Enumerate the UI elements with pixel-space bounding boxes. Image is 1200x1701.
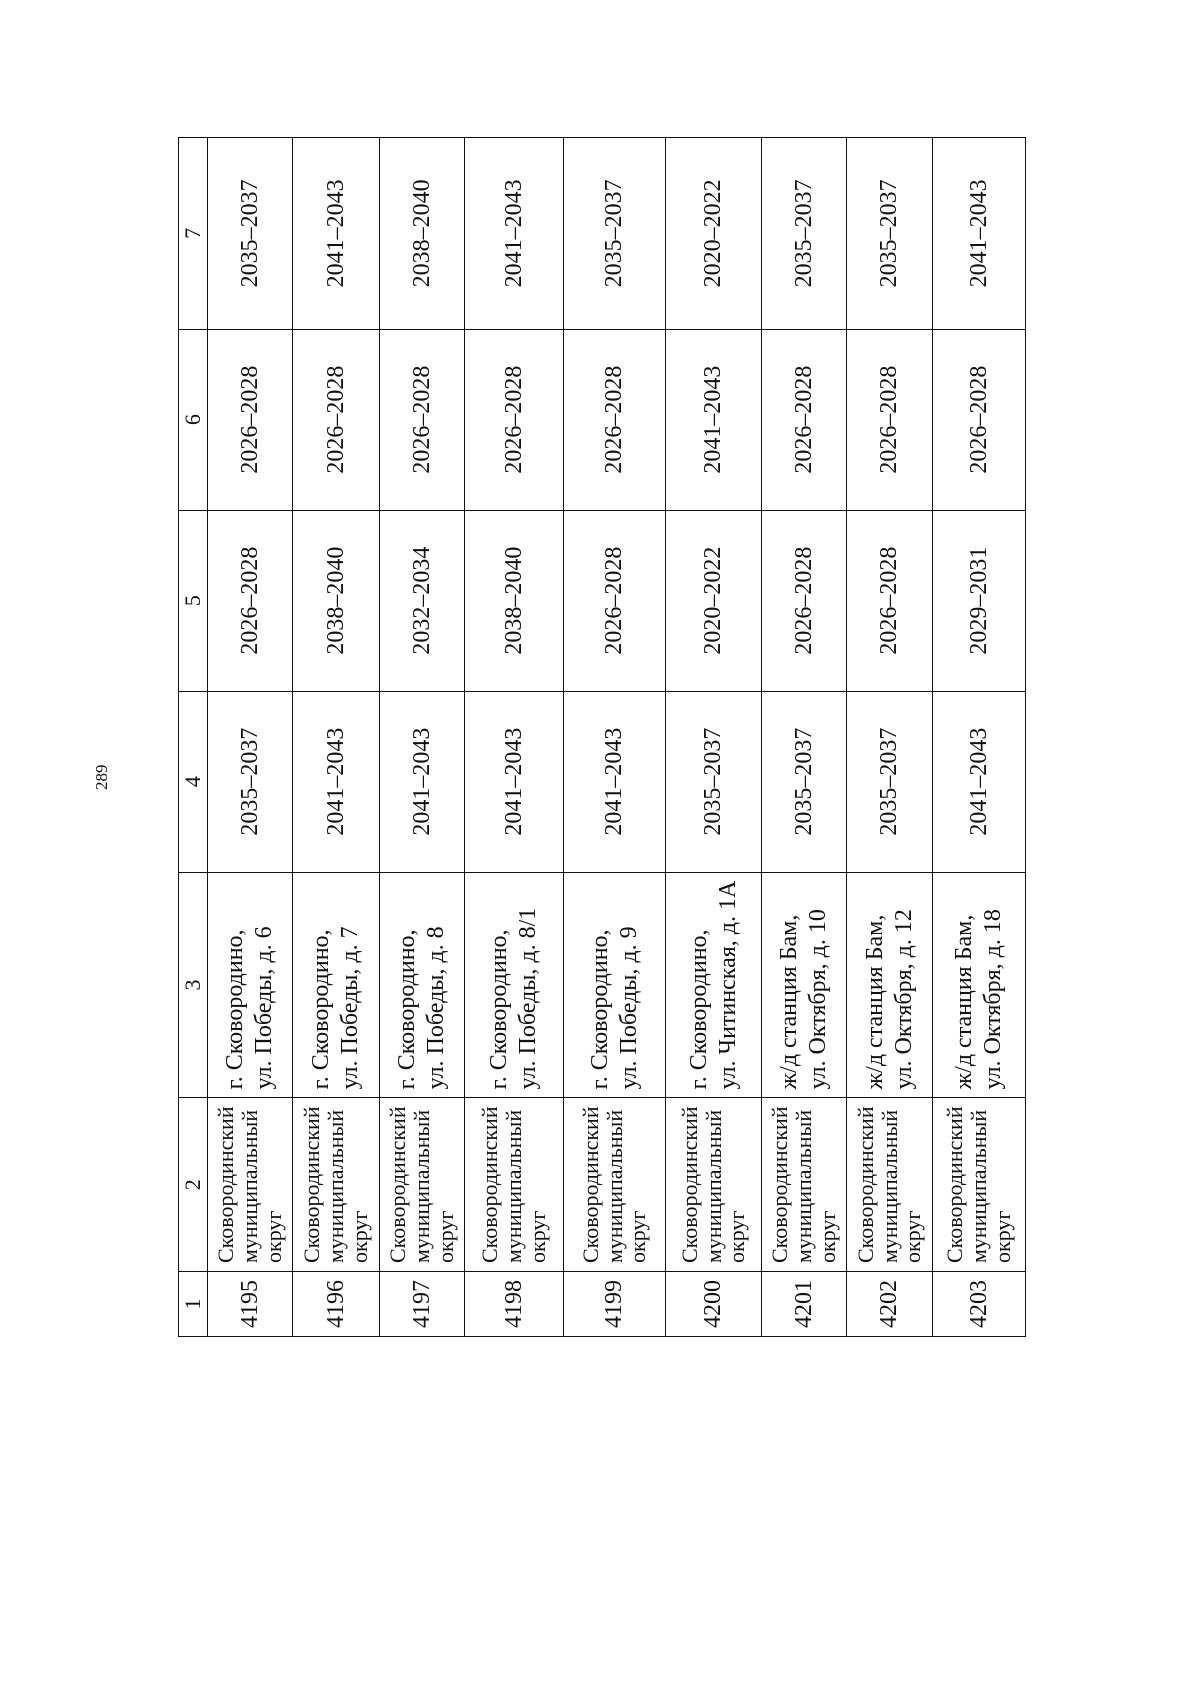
period-cell-5: 2026–2028 [208,510,293,691]
period-cell-7: 2035–2037 [208,138,293,330]
period-cell-4: 2035–2037 [847,691,933,872]
table-row [564,138,666,1337]
period-cell-5: 2026–2028 [564,510,666,691]
register-table [178,137,1026,1337]
district-line: округ [724,1210,750,1263]
column-header-3: 3 [179,872,208,1098]
table-row [847,138,933,1337]
district-cell [847,1098,933,1272]
column-header-6: 6 [179,329,208,510]
district-line: муниципальный [323,1109,349,1263]
period-cell-4: 2035–2037 [762,691,847,872]
table-row [933,138,1026,1337]
period-cell-7: 2038–2040 [380,138,465,330]
page-number: 289 [92,764,111,790]
row-number: 4195 [208,1272,293,1337]
district-line: округ [260,1210,286,1263]
district-line: округ [989,1210,1015,1263]
period-cell-7: 2035–2037 [847,138,933,330]
period-cell-5: 2026–2028 [847,510,933,691]
address-line: г. Сковородино, [586,929,613,1090]
address-cell [564,872,666,1098]
district-line: округ [524,1210,550,1263]
period-cell-6: 2026–2028 [564,329,666,510]
period-cell-6: 2026–2028 [847,329,933,510]
address-line: г. Сковородино, [486,929,513,1090]
row-number: 4202 [847,1272,933,1337]
address-cell [293,872,380,1098]
period-cell-4: 2041–2043 [933,691,1026,872]
column-header-4: 4 [179,691,208,872]
row-number: 4198 [465,1272,564,1337]
period-cell-6: 2026–2028 [933,329,1026,510]
period-cell-4: 2041–2043 [380,691,465,872]
district-line: округ [625,1210,651,1263]
address-line: ул. Победы, д. 9 [615,926,642,1090]
district-cell [762,1098,847,1272]
period-cell-6: 2026–2028 [293,329,380,510]
column-header-7: 7 [179,138,208,330]
table-row [208,138,293,1337]
period-cell-7: 2041–2043 [293,138,380,330]
period-cell-7: 2035–2037 [564,138,666,330]
table-row [666,138,762,1337]
period-cell-6: 2026–2028 [465,329,564,510]
address-line: г. Сковородино, [222,929,249,1090]
address-line: ул. Октября, д. 12 [890,909,917,1090]
table-row [465,138,564,1337]
district-cell [933,1098,1026,1272]
district-line: муниципальный [876,1109,902,1263]
district-line: муниципальный [409,1109,435,1263]
district-line: Сковородинский [852,1106,878,1263]
period-cell-4: 2035–2037 [666,691,762,872]
district-cell [465,1098,564,1272]
address-line: ж/д станция Бам, [776,914,803,1090]
district-line: муниципальный [601,1109,627,1263]
address-line: ул. Октября, д. 10 [805,909,831,1090]
district-line: Сковородинский [299,1106,325,1263]
address-line: г. Сковородино, [394,929,421,1090]
district-line: округ [432,1210,458,1263]
district-line: округ [346,1210,372,1263]
district-line: муниципальный [700,1109,726,1263]
period-cell-4: 2041–2043 [465,691,564,872]
district-line: муниципальный [501,1109,527,1263]
period-cell-5: 2026–2028 [762,510,847,691]
district-line: муниципальный [237,1109,263,1263]
district-line: округ [814,1210,840,1263]
address-line: ж/д станция Бам, [861,914,888,1090]
address-line: ж/д станция Бам, [951,914,978,1090]
period-cell-5: 2020–2022 [666,510,762,691]
period-cell-5: 2038–2040 [465,510,564,691]
district-cell [380,1098,465,1272]
district-line: Сковородинский [676,1106,702,1263]
address-line: г. Сковородино, [685,929,712,1090]
district-line: муниципальный [966,1109,992,1263]
address-cell [208,872,293,1098]
address-line: г. Сковородино, [308,929,335,1090]
district-line: Сковородинский [577,1106,603,1263]
district-cell [293,1098,380,1272]
district-line: Сковородинский [213,1106,239,1263]
header-row [179,138,208,1337]
table-row [762,138,847,1337]
address-cell [762,872,847,1098]
address-line: ул. Победы, д. 7 [337,926,363,1090]
address-cell [847,872,933,1098]
address-line: ул. Победы, д. 8 [423,926,449,1090]
period-cell-7: 2041–2043 [465,138,564,330]
rotated-table-container [178,137,1026,1337]
row-number: 4196 [293,1272,380,1337]
district-line: Сковородинский [942,1106,968,1263]
period-cell-4: 2035–2037 [208,691,293,872]
period-cell-6: 2026–2028 [762,329,847,510]
address-cell [465,872,564,1098]
row-number: 4199 [564,1272,666,1337]
period-cell-5: 2038–2040 [293,510,380,691]
period-cell-7: 2035–2037 [762,138,847,330]
row-number: 4203 [933,1272,1026,1337]
period-cell-6: 2041–2043 [666,329,762,510]
address-cell [380,872,465,1098]
period-cell-6: 2026–2028 [208,329,293,510]
table-row [380,138,465,1337]
row-number: 4200 [666,1272,762,1337]
address-cell [933,872,1026,1098]
address-line: ул. Победы, д. 6 [251,926,277,1090]
period-cell-7: 2020–2022 [666,138,762,330]
district-line: Сковородинский [767,1106,793,1263]
district-line: Сковородинский [477,1106,503,1263]
period-cell-4: 2041–2043 [564,691,666,872]
district-cell [666,1098,762,1272]
period-cell-4: 2041–2043 [293,691,380,872]
period-cell-5: 2029–2031 [933,510,1026,691]
district-cell [564,1098,666,1272]
address-cell [666,872,762,1098]
row-number: 4201 [762,1272,847,1337]
column-header-5: 5 [179,510,208,691]
district-line: округ [900,1210,926,1263]
period-cell-7: 2041–2043 [933,138,1026,330]
district-cell [208,1098,293,1272]
row-number: 4197 [380,1272,465,1337]
district-line: Сковородинский [385,1106,411,1263]
column-header-2: 2 [179,1098,208,1272]
table-row [293,138,380,1337]
address-line: ул. Читинская, д. 1А [714,880,741,1090]
address-line: ул. Победы, д. 8/1 [515,907,541,1090]
district-line: муниципальный [791,1109,817,1263]
address-line: ул. Октября, д. 18 [980,909,1006,1090]
column-header-1: 1 [179,1272,208,1337]
period-cell-5: 2032–2034 [380,510,465,691]
period-cell-6: 2026–2028 [380,329,465,510]
